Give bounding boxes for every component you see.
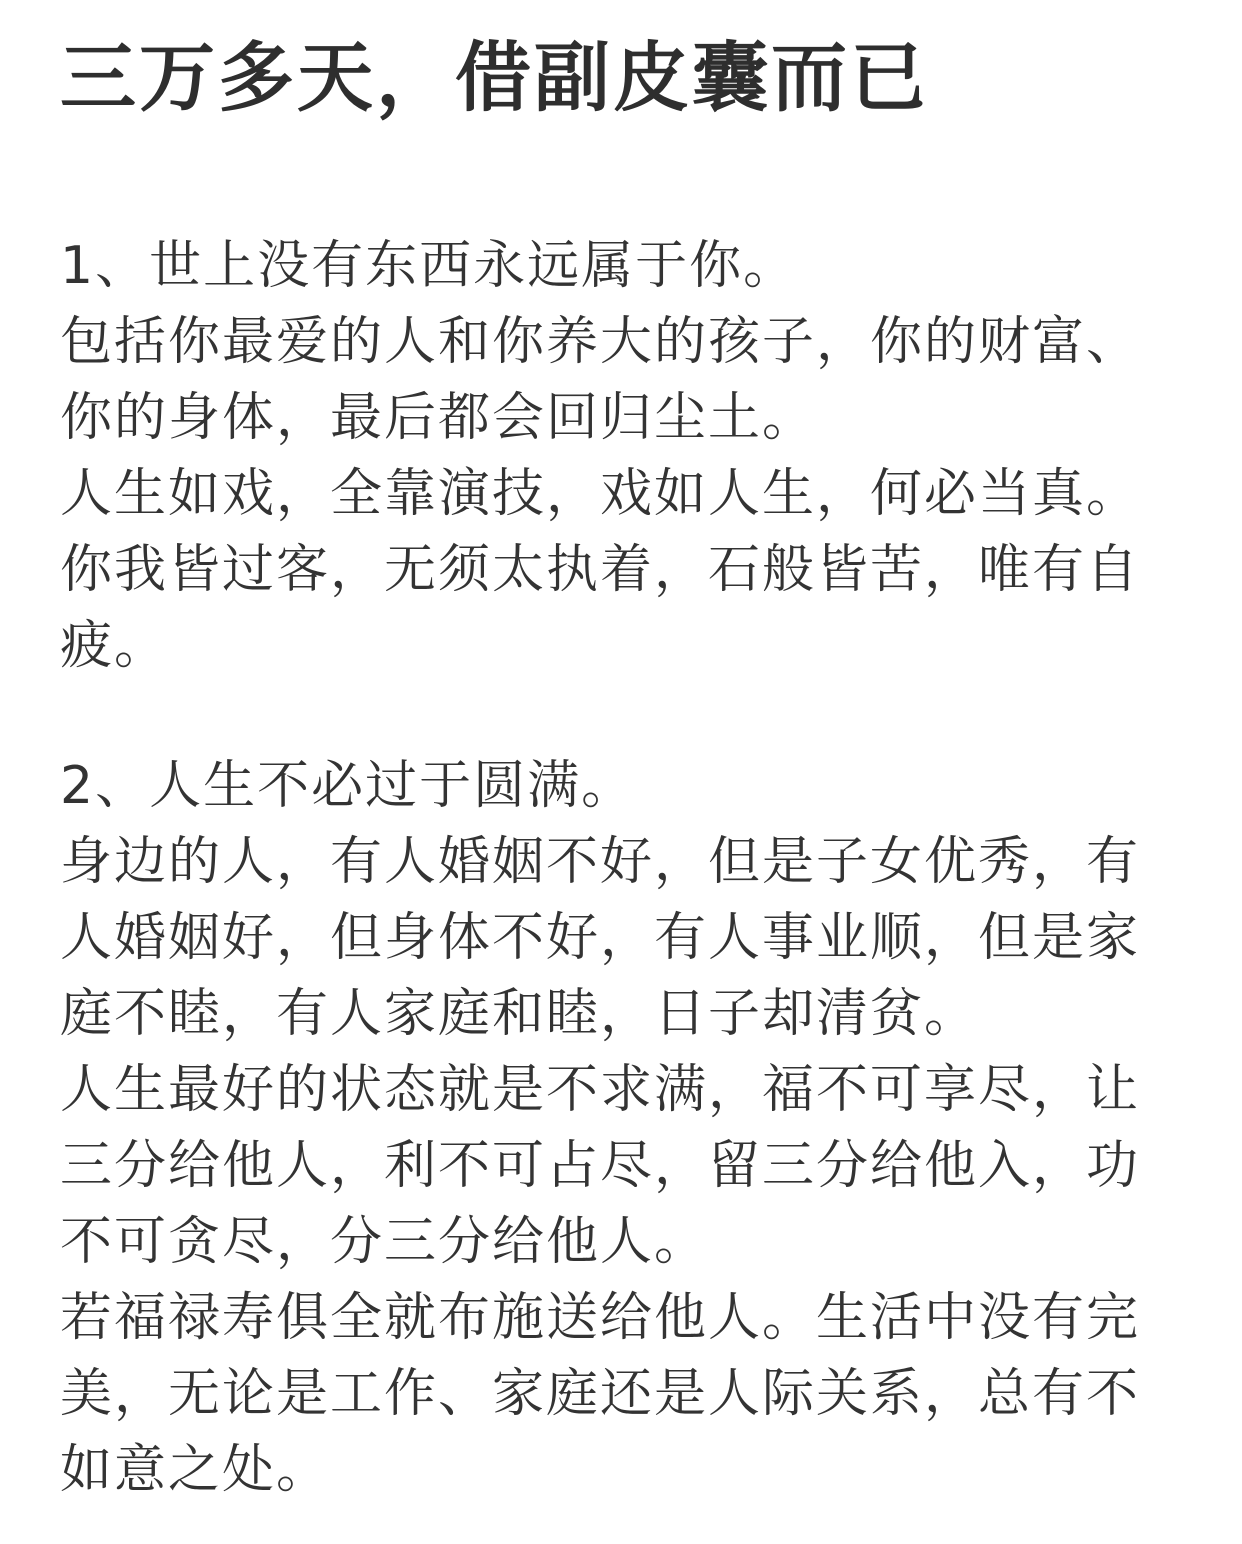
section-1-line-5: 你我皆过客，无须太执着，石般皆苦，唯有自	[60, 540, 1141, 600]
section-2-line-1: 2、人生不必过于圆满。	[60, 756, 636, 816]
section-1-line-6: 疲。	[60, 616, 169, 676]
section-2-line-4: 庭不睦，有人家庭和睦，日子却清贫。	[60, 984, 979, 1044]
section-1-line-4: 人生如戏，全靠演技，戏如人生，何必当真。	[60, 464, 1141, 524]
section-2-line-2: 身边的人，有人婚姻不好，但是子女优秀，有	[60, 832, 1141, 892]
section-1-line-3: 你的身体，最后都会回归尘土。	[60, 388, 817, 448]
section-1-line-1: 1、世上没有东西永远属于你。	[60, 236, 798, 296]
section-2-line-3: 人婚姻好，但身体不好，有人事业顺，但是家	[60, 908, 1141, 968]
section-1	[60, 228, 1182, 684]
section-2-line-6: 三分给他人，利不可占尽，留三分给他入，功	[60, 1136, 1141, 1196]
section-2-line-10: 如意之处。	[60, 1440, 331, 1500]
section-2-line-5: 人生最好的状态就是不求满，福不可享尽，让	[60, 1060, 1141, 1120]
section-2-line-9: 美，无论是工作、家庭还是人际关系，总有不	[60, 1364, 1141, 1424]
article-title: 三万多天，借副皮囊而已	[60, 33, 929, 122]
section-2	[60, 748, 1182, 1508]
section-1-line-2: 包括你最爱的人和你养大的孩子，你的财富、	[60, 312, 1141, 372]
section-2-line-8: 若福禄寿俱全就布施送给他人。生活中没有完	[60, 1288, 1141, 1348]
section-2-line-7: 不可贪尽，分三分给他人。	[60, 1212, 709, 1272]
